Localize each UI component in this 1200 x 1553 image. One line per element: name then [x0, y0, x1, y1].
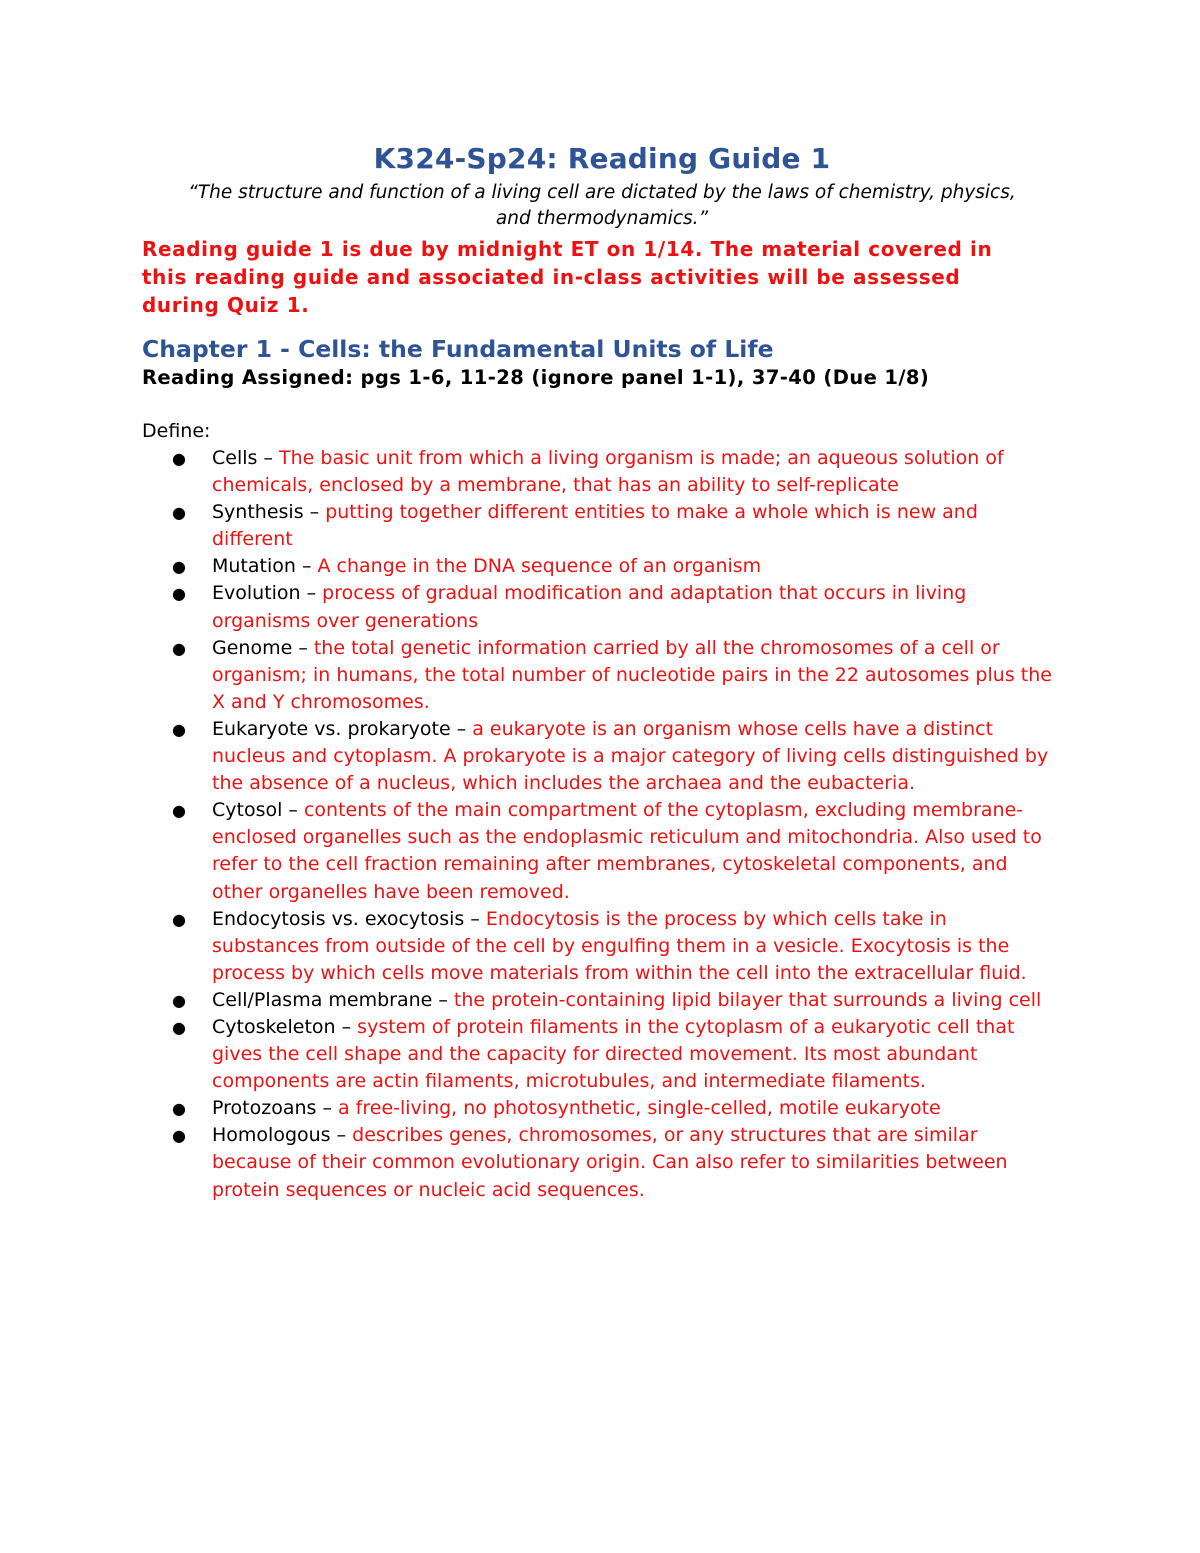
list-item [142, 499, 1052, 553]
term-definition: A change in the DNA sequence of an organism [317, 555, 762, 578]
term-definition: describes genes, chromosomes, or any structures that are similar because of their common evolutionary origin. Can also refer to similarities between protein sequences or nucleic acid sequences. [212, 1124, 1008, 1201]
list-item [142, 580, 1052, 634]
term-label: Evolution – [212, 582, 323, 605]
term-label: Protozoans – [212, 1097, 338, 1120]
bullet-icon: ● [172, 503, 186, 523]
bullet-icon: ● [172, 449, 186, 468]
definitions-list [142, 445, 1062, 1204]
list-item [142, 797, 1052, 905]
bullet-icon: ● [172, 638, 186, 658]
bullet-icon: ● [172, 909, 186, 929]
list-item [142, 1122, 1052, 1203]
list-item [142, 987, 1052, 1014]
term-definition: The basic unit from which a living organism is made; an aqueous solution of chemicals, enclosed by a membrane, that has an ability to self-replicate [212, 447, 1004, 497]
list-item [142, 445, 1052, 499]
term-label: Homologous – [212, 1124, 353, 1147]
document-page [142, 140, 1062, 1204]
epigraph-quote: “The structure and function of a living cell are dictated by the laws of chemistry, physics, and thermodynamics.” [188, 182, 1016, 229]
bullet-icon: ● [172, 990, 186, 1010]
term-label: Synthesis – [212, 501, 326, 524]
list-item [142, 906, 1052, 987]
term-label: Cell/Plasma membrane – [212, 988, 454, 1011]
term-definition: the total genetic information carried by all the chromosomes of a cell or organism; in humans, the total number of nucleotide pairs in the 22 autosomes plus the X and Y chromosomes. [212, 636, 1052, 713]
term-label: Cytosol – [212, 799, 304, 822]
bullet-icon: ● [172, 719, 186, 739]
term-definition: the protein-containing lipid bilayer that surrounds a living cell [453, 988, 1042, 1011]
bullet-icon: ● [172, 584, 186, 604]
bullet-icon: ● [172, 557, 186, 577]
term-label: Mutation – [212, 555, 318, 578]
term-label: Genome – [212, 636, 314, 659]
term-definition: a eukaryote is an organism whose cells have a distinct nucleus and cytoplasm. A prokaryote is a major category of living cells distinguished by the absence of a nucleus, which includes the archaea and the eubacteria. [212, 717, 1049, 795]
term-label: Eukaryote vs. prokaryote – [212, 717, 473, 740]
term-definition: Endocytosis is the process by which cells take in substances from outside of the cell by engulfing them in a vesicle. Exocytosis is the process by which cells move materials from within the cell into the extracellular fluid. [212, 907, 1027, 984]
term-label: Cytoskeleton – [212, 1015, 358, 1038]
bullet-icon: ● [172, 1017, 186, 1037]
bullet-icon: ● [172, 1099, 186, 1119]
term-definition: system of protein filaments in the cytoplasm of a eukaryotic cell that gives the cell shape and the capacity for directed movement. Its most abundant components are actin filaments, microtubules, and intermediate filaments. [212, 1015, 1015, 1093]
term-definition: contents of the main compartment of the cytoplasm, excluding membrane-enclosed organelles such as the endoplasmic reticulum and mitochondria. Also used to refer to the cell fraction remaining after membranes, cytoskeletal components, and other organelles have been removed. [212, 799, 1042, 903]
reading-assigned: Reading Assigned: pgs 1-6, 11-28 (ignore panel 1-1), 37-40 (Due 1/8) [142, 366, 930, 389]
list-item [142, 716, 1052, 797]
bullet-icon: ● [172, 801, 186, 821]
term-label: Endocytosis vs. exocytosis – [212, 907, 486, 930]
term-definition: putting together different entities to make a whole which is new and different [212, 501, 978, 551]
term-definition: process of gradual modification and adaptation that occurs in living organisms over generations [212, 582, 967, 632]
due-notice: Reading guide 1 is due by midnight ET on 1/14. The material covered in this reading guide and associated in-class activities will be assessed during Quiz 1. [142, 237, 993, 317]
define-label: Define: [142, 420, 211, 442]
list-item [142, 1095, 1052, 1122]
list-item [142, 553, 1052, 580]
document-title: K324-Sp24: Reading Guide 1 [373, 142, 831, 175]
bullet-icon: ● [172, 1126, 186, 1146]
chapter-heading: Chapter 1 - Cells: the Fundamental Units of Life [142, 335, 774, 363]
list-item [142, 1014, 1052, 1095]
term-definition: a free-living, no photosynthetic, single-celled, motile eukaryote [337, 1097, 941, 1120]
list-item [142, 635, 1052, 716]
term-label: Cells – [212, 447, 279, 469]
